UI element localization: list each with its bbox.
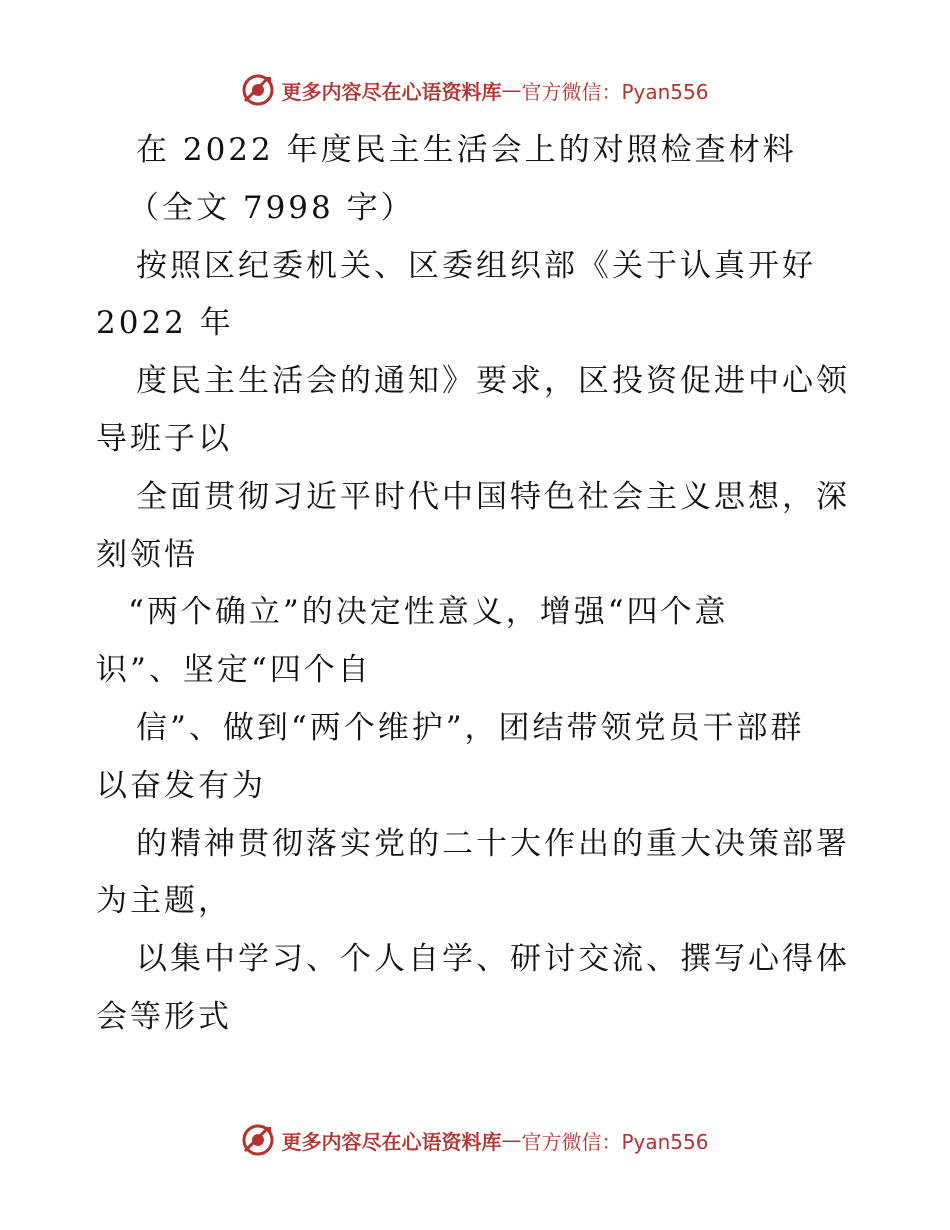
text-line: 以集中学习、个人自学、研讨交流、撰写心得体 <box>136 941 850 978</box>
text-line: 2022 年 <box>96 305 234 342</box>
logo-icon <box>241 73 275 107</box>
watermark-right-text: 官方微信：Pyan556 <box>521 1129 709 1154</box>
text-line: 全面贯彻习近平时代中国特色社会主义思想，深 <box>136 478 850 515</box>
text-line: 刻领悟 <box>96 536 198 573</box>
text-line: 会等形式 <box>96 998 232 1035</box>
text-line: “两个确立”的决定性意义，增强“四个意 <box>128 594 729 631</box>
text-line: 导班子以 <box>96 420 232 457</box>
document-body <box>96 122 856 1047</box>
text-line: 识”、坚定“四个自 <box>96 652 372 689</box>
watermark-left-text: 更多内容尽在心语资料库 <box>281 79 502 104</box>
watermark-dash: — <box>501 78 522 102</box>
text-line: 按照区纪委机关、区委组织部《关于认真开好 <box>136 247 816 284</box>
text-line: 度民主生活会的通知》要求，区投资促进中心领 <box>136 363 850 400</box>
document-title: 在 2022 年度民主生活会上的对照检查材料 <box>136 132 797 168</box>
watermark-dash: — <box>501 1128 522 1152</box>
footer-watermark <box>0 1120 950 1160</box>
header-watermark <box>0 70 950 110</box>
watermark-left-text: 更多内容尽在心语资料库 <box>281 1129 502 1154</box>
text-line: 为主题， <box>96 883 232 920</box>
text-line: 信”、做到“两个维护”，团结带领党员干部群 <box>136 709 805 746</box>
watermark-right-text: 官方微信：Pyan556 <box>521 79 709 104</box>
document-subtitle: （全文 7998 字） <box>128 189 415 226</box>
text-line: 以奋发有为 <box>96 767 266 804</box>
text-line: 的精神贯彻落实党的二十大作出的重大决策部署 <box>136 825 850 862</box>
logo-icon <box>241 1123 275 1157</box>
